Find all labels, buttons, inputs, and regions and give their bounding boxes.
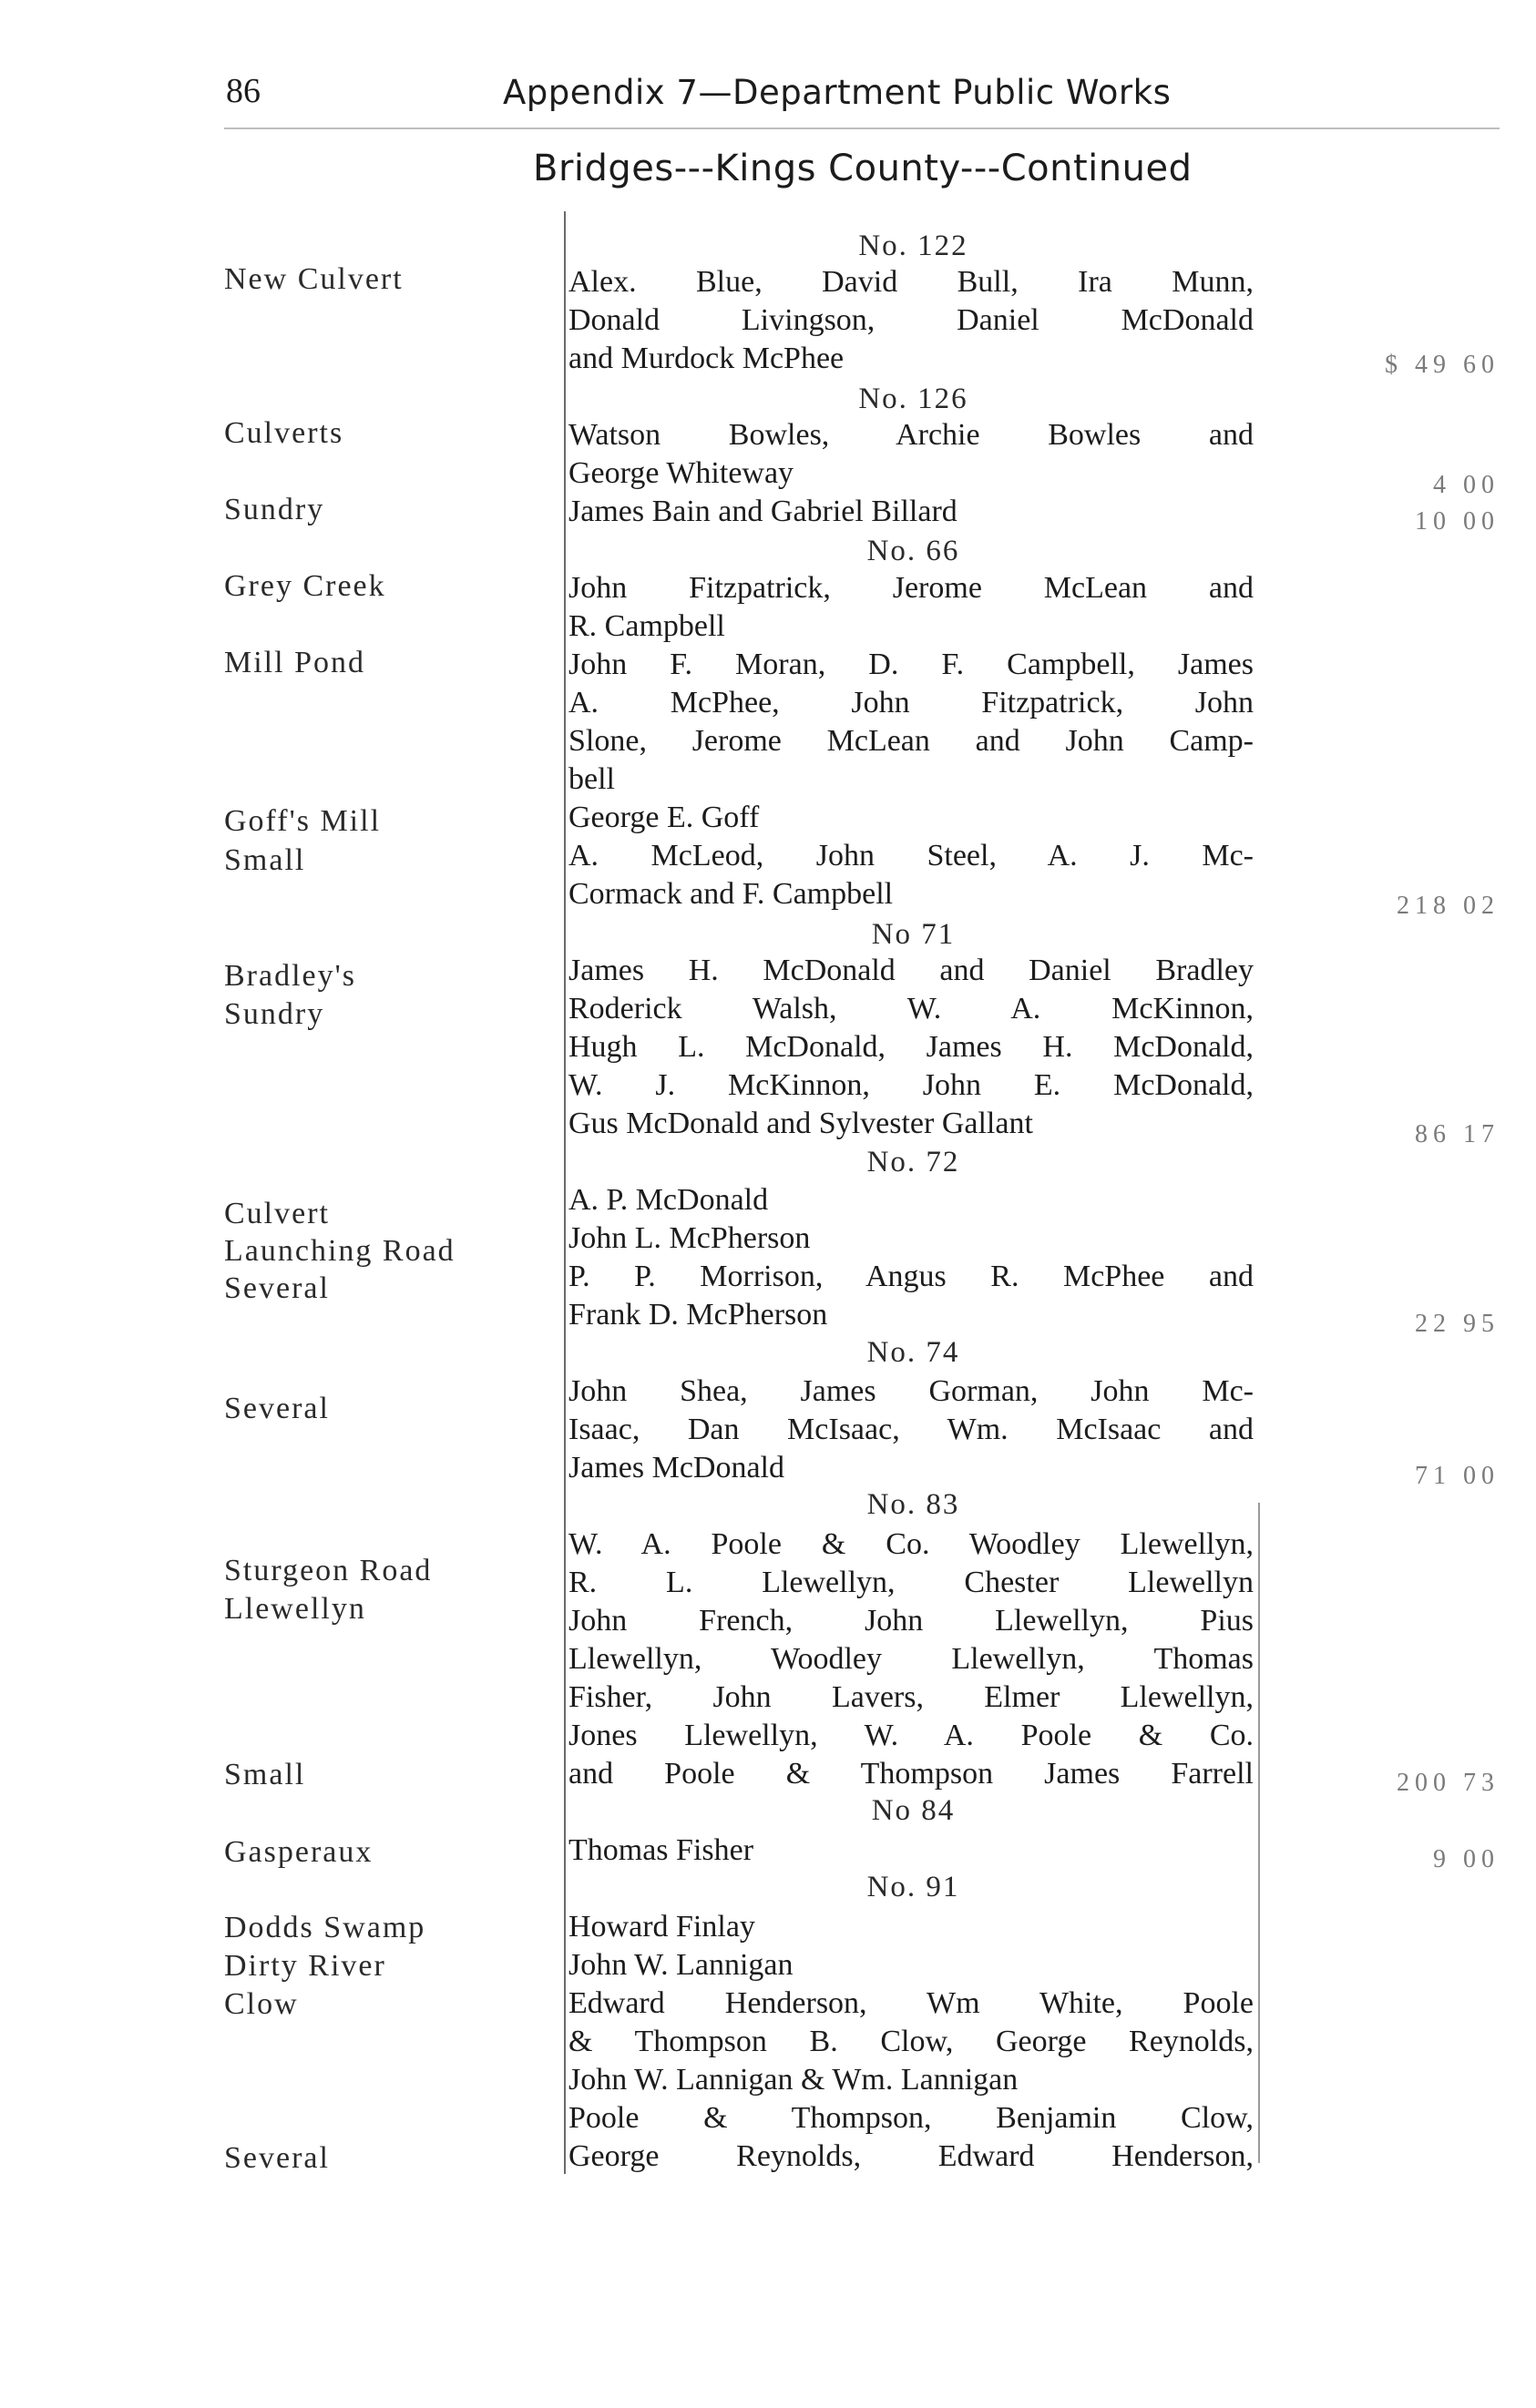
bridge-label: New Culvert — [224, 262, 404, 296]
name-line: Jones Llewellyn, W. A. Poole & Co. — [568, 1719, 1254, 1752]
amount: 9 00 — [1433, 1845, 1500, 1873]
name-line: John Fitzpatrick, Jerome McLean and — [568, 571, 1254, 605]
running-head: Appendix 7—Department Public Works — [503, 73, 1172, 112]
name-line: A. P. McDonald — [568, 1183, 769, 1217]
contract-number: No. 74 — [866, 1336, 960, 1369]
bridge-label: Clow — [224, 1987, 299, 2021]
amount: 200 73 — [1397, 1769, 1500, 1797]
header-rule — [224, 128, 1500, 129]
page-number: 86 — [226, 72, 261, 110]
bridge-label: Sturgeon Road — [224, 1554, 433, 1587]
column-divider — [564, 211, 566, 2174]
contract-number: No 71 — [871, 918, 956, 951]
name-line: James Bain and Gabriel Billard — [568, 495, 957, 528]
name-line: John W. Lannigan & Wm. Lannigan — [568, 2063, 1019, 2097]
column-divider-right — [1258, 1503, 1260, 2163]
amount: 218 02 — [1397, 892, 1500, 920]
bridge-label: Gasperaux — [224, 1835, 374, 1869]
bridge-label: Dirty River — [224, 1949, 386, 1983]
contract-number: No 84 — [871, 1794, 956, 1827]
amount: 86 17 — [1415, 1120, 1500, 1148]
name-line: A. McPhee, John Fitzpatrick, John — [568, 686, 1254, 719]
bridge-label: Launching Road — [224, 1234, 456, 1268]
name-line: Howard Finlay — [568, 1910, 755, 1944]
name-line: & Thompson B. Clow, George Reynolds, — [568, 2025, 1254, 2058]
name-line: John F. Moran, D. F. Campbell, James — [568, 648, 1254, 681]
name-line: Alex. Blue, David Bull, Ira Munn, — [568, 265, 1254, 299]
amount: 22 95 — [1415, 1310, 1500, 1338]
amount: 4 00 — [1433, 471, 1500, 499]
amount: 10 00 — [1415, 507, 1500, 536]
name-line: James H. McDonald and Daniel Bradley — [568, 954, 1254, 987]
contract-number: No. 72 — [866, 1146, 960, 1178]
bridge-label: Small — [224, 843, 306, 877]
name-line: John L. McPherson — [568, 1221, 811, 1255]
name-line: Slone, Jerome McLean and John Camp- — [568, 724, 1254, 758]
name-line: John French, John Llewellyn, Pius — [568, 1604, 1254, 1638]
name-line: Watson Bowles, Archie Bowles and — [568, 418, 1254, 452]
name-line: James McDonald — [568, 1451, 785, 1485]
name-line: W. J. McKinnon, John E. McDonald, — [568, 1068, 1254, 1102]
name-line: Cormack and F. Campbell — [568, 877, 894, 911]
amount: 71 00 — [1415, 1462, 1500, 1490]
name-line: Edward Henderson, Wm White, Poole — [568, 1986, 1254, 2020]
name-line: and Murdock McPhee — [568, 342, 845, 375]
bridge-label: Several — [224, 1271, 330, 1305]
name-line: George Reynolds, Edward Henderson, — [568, 2139, 1254, 2173]
name-line: R. L. Llewellyn, Chester Llewellyn — [568, 1566, 1254, 1599]
name-line: R. Campbell — [568, 609, 725, 643]
bridge-label: Mill Pond — [224, 646, 365, 679]
bridge-label: Goff's Mill — [224, 804, 382, 838]
bridge-label: Culverts — [224, 416, 344, 450]
bridge-label: Dodds Swamp — [224, 1911, 426, 1944]
name-line: Hugh L. McDonald, James H. McDonald, — [568, 1030, 1254, 1064]
name-line: and Poole & Thompson James Farrell — [568, 1757, 1254, 1791]
name-line: George Whiteway — [568, 456, 794, 490]
name-line: A. McLeod, John Steel, A. J. Mc- — [568, 839, 1254, 872]
bridge-label: Bradley's — [224, 959, 356, 993]
bridge-label: Several — [224, 1392, 330, 1425]
name-line: Gus McDonald and Sylvester Gallant — [568, 1107, 1033, 1140]
contract-number: No. 83 — [866, 1488, 960, 1521]
name-line: Fisher, John Lavers, Elmer Llewellyn, — [568, 1680, 1254, 1714]
contract-number: No. 66 — [866, 535, 960, 567]
bridge-label: Grey Creek — [224, 569, 386, 603]
contract-number: No. 122 — [858, 230, 968, 262]
name-line: Poole & Thompson, Benjamin Clow, — [568, 2101, 1254, 2135]
name-line: George E. Goff — [568, 801, 760, 834]
bridge-label: Sundry — [224, 997, 325, 1031]
name-line: W. A. Poole & Co. Woodley Llewellyn, — [568, 1527, 1254, 1561]
name-line: Isaac, Dan McIsaac, Wm. McIsaac and — [568, 1413, 1254, 1446]
name-line: Donald Livingson, Daniel McDonald — [568, 303, 1254, 337]
contract-number: No. 126 — [858, 383, 968, 415]
name-line: P. P. Morrison, Angus R. McPhee and — [568, 1260, 1254, 1293]
name-line: John Shea, James Gorman, John Mc- — [568, 1374, 1254, 1408]
bridge-label: Llewellyn — [224, 1592, 366, 1626]
bridge-label: Sundry — [224, 493, 325, 526]
name-line: Llewellyn, Woodley Llewellyn, Thomas — [568, 1642, 1254, 1676]
bridge-label: Small — [224, 1758, 306, 1791]
name-line: Frank D. McPherson — [568, 1298, 828, 1332]
section-title: Bridges---Kings County---Continued — [533, 148, 1193, 189]
contract-number: No. 91 — [866, 1871, 960, 1903]
name-line: John W. Lannigan — [568, 1948, 794, 1982]
amount: $ 49 60 — [1385, 351, 1500, 379]
name-line: Thomas Fisher — [568, 1833, 754, 1867]
name-line: Roderick Walsh, W. A. McKinnon, — [568, 992, 1254, 1025]
bridge-label: Several — [224, 2141, 330, 2175]
bridge-label: Culvert — [224, 1197, 330, 1230]
name-line: bell — [568, 762, 615, 796]
